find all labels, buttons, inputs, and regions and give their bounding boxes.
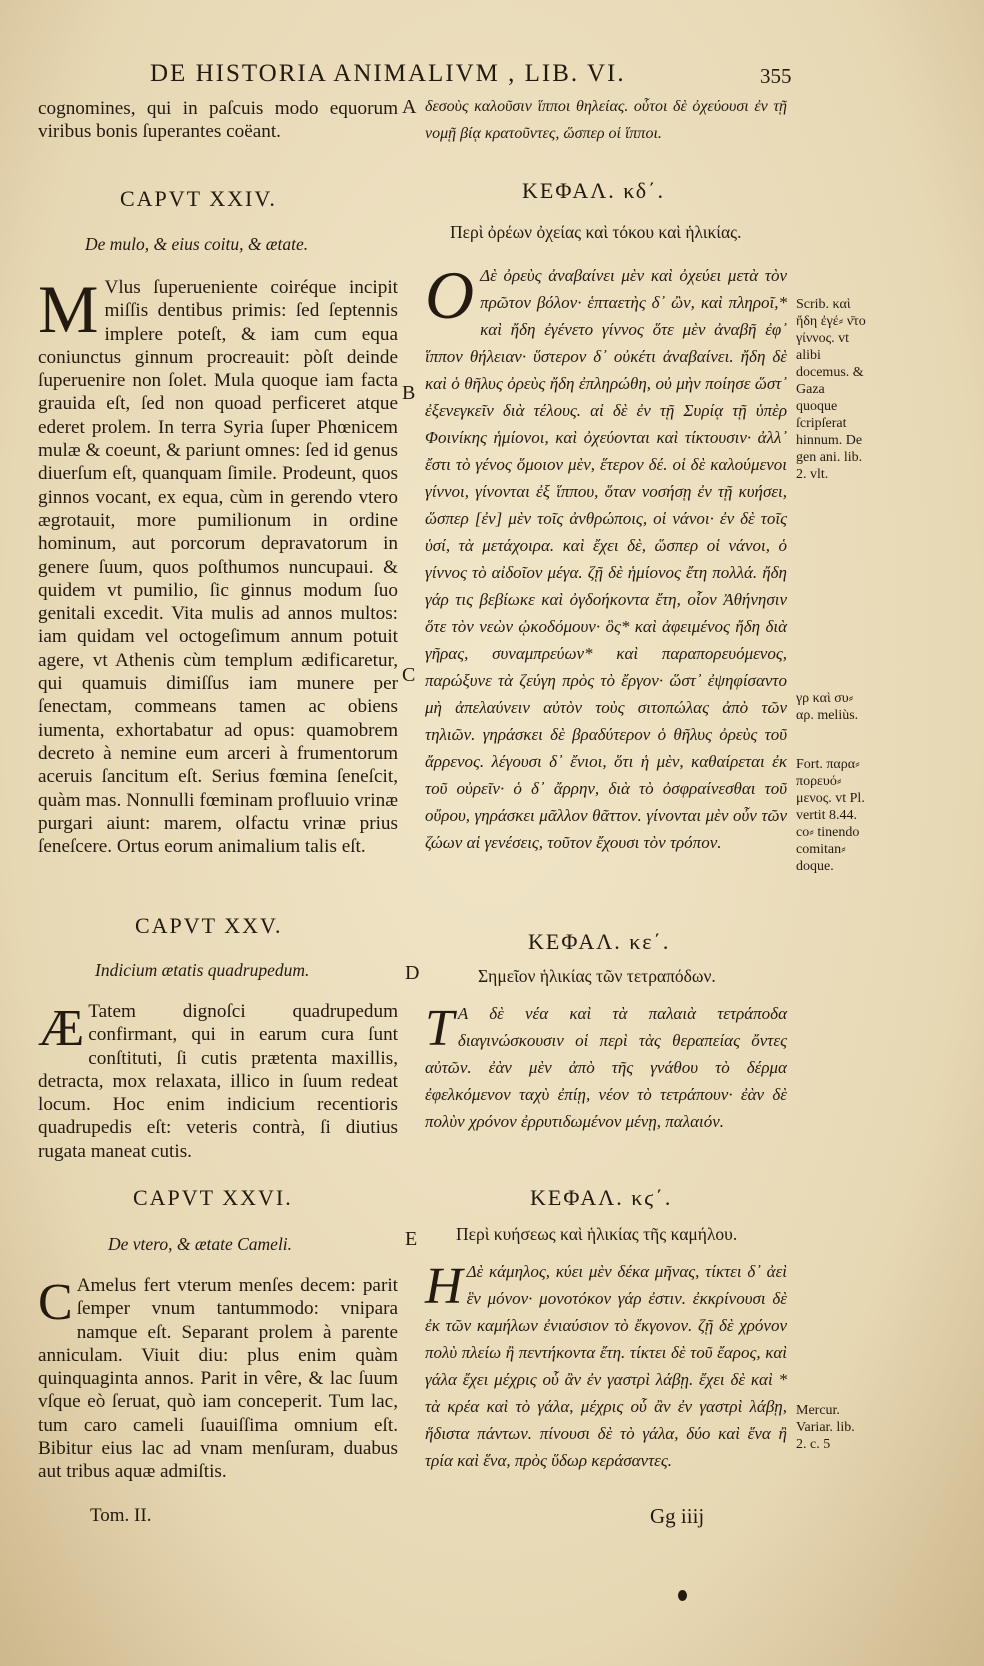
margin-note-mercur: Mercur. Variar. lib. 2. c. 5 [796, 1403, 855, 1452]
margin-note-scrib: Scrib. καὶ ἤδη ἐγέ⸗ ν̄το γίννος. vt alibi docemus. & Gaza quoque ſcripſerat hinnum. De gen ani. lib. 2. vlt. [796, 297, 866, 482]
latin-chapter-26-title: CAPVT XXVI. [133, 1185, 293, 1210]
greek-initial-eta: Η [425, 1258, 463, 1315]
greek-chapter-26-subtitle: Περὶ κυήσεως καὶ ἡλικίας τῆς καμήλου. [456, 1224, 738, 1244]
greek-chapter-26-title: ΚΕΦΑΛ. κϛ΄. [530, 1185, 673, 1210]
latin-chapter-25-text: Æ Tatem dignoſci quadrupedum confirmant, qui in earum cura ſunt conſtituti, ſi cutis prætenta maxillis, detracta, mox relaxata, illico in ſuum redeat locum. Hoc enim indicium recentioris quadrupedis eſt: veteris contrà, ſi diutius rugata maneat cutis. [38, 1000, 398, 1162]
latin-initial-c: C [38, 1274, 73, 1331]
greek-chapter-25-title: ΚΕΦΑΛ. κε΄. [528, 929, 671, 954]
greek-top-continuation: δεσοὺς καλοῦσιν ἵπποι θηλείας. οὗτοι δὲ ὀχεύουσι ἐν τῇ νομῇ βίᾳ κρατοῦντες, ὥσπερ οἱ ἵπποι. [425, 98, 787, 142]
greek-chapter-25-subtitle: Σημεῖον ἡλικίας τῶν τετραπόδων. [478, 966, 716, 986]
greek-chapter-24-title: ΚΕΦΑΛ. κδ΄. [522, 178, 665, 203]
margin-marker-c: C [402, 664, 416, 686]
margin-note-melius: γρ καὶ συ⸗ αρ. meliùs. [796, 691, 859, 723]
margin-note-fort: Fort. παρα⸗ πορευό⸗ μενος. vt Pl. vertit 8.44. co⸗ tinendo comitan⸗ doque. [796, 757, 865, 874]
latin-chapter-24-subtitle: De mulo, & eius coitu, & ætate. [85, 234, 309, 254]
latin-initial-m: M [38, 271, 99, 347]
latin-chapter-24-title: CAPVT XXIV. [120, 186, 277, 211]
margin-marker-d: D [405, 962, 420, 984]
latin-chapter-26-subtitle: De vtero, & ætate Cameli. [108, 1234, 293, 1254]
greek-chapter-25-text: Τ Α δὲ νέα καὶ τὰ παλαιὰ τετράποδα διαγινώσκουσιν οἱ περὶ τὰς θεραπείας ὄντες αὐτῶν. ἐὰν μὲν ἀπὸ τῆς γνάθου τὸ δέρμα ἐφελκόμενον ταχὺ ἐπίῃ, νέον τὸ τετράπουν· ἐὰν δὲ πολὺν χρόνον ἐρρυτιδωμένον μένῃ, παλαιόν. [425, 1000, 787, 1131]
greek-chapter-24-text: Ο Δὲ ὀρεὺς ἀναβαίνει μὲν καὶ ὀχεύει μετὰ τὸν πρῶτον βόλον· ἑπταετὴς δ᾽ ὢν, καὶ πληροῖ,* καὶ ἤδη ἐγένετο γίννος ὅτε μὲν ἀναβῆ ἐφ᾽ ἵππον θήλειαν· ὕστερον δ᾽ οὐκέτι ἀναβαίνει. ἤδη δὲ καὶ ὁ θῆλυς ὀρεὺς ἤδη ἐπληρώθη, οὐ μὴν ποίησε ὥστ᾽ ἐξενεγκεῖν διὰ τέλους. αἱ δὲ ἐν τῇ Συρίᾳ τῇ ὑπὲρ Φοινίκης ἡμίονοι, καὶ ὀχεύονται καὶ τίκτουσιν· ἀλλ᾽ ἔστι τὸ γένος ὅμοιον μὲν, ἕτερον δέ. οἱ δὲ καλούμενοι γίννοι, γίνονται ἐξ ἵππου, ὅταν νοσήσῃ ἐν τῇ κυήσει, ὥσπερ [ἐν] μὲν τοῖς ἀνθρώποις, οἱ νάνοι· ἐν δὲ τοῖς ὑσί, τὰ μετάχοιρα. καὶ ἔχει δὲ, ὥσπερ οἱ νάνοι, ὁ γίννος τὸ αἰδοῖον μέγα. ζῇ δὲ ἡμίονος ἔτη πολλά. ἤδη γάρ τις βεβίωκε καὶ ὀγδοήκοντα ἔτη, οἷον Ἀθήνησιν ὅτε τὸν νεὼν ᾠκοδόμουν· ὃς* καὶ ἀφειμένος ἤδη διὰ γῆρας, συναμπρεύων* καὶ παραπορευόμενος, παρώξυνε τὰ ζεύγη πρὸς τὸ ἔργον· ὥστ᾽ ἐψηφίσαντο μὴ ἀπελαύνειν αὐτὸν τοὺς σιτοπώλας ἀπὸ τῶν τηλιῶν. γηράσκει δὲ βραδύτερον ὁ θῆλυς ὀρεὺς τοῦ ἄρρενος. λέγουσι δ᾽ ἔνιοι, ὅτι ἡ μὲν, καθαίρεται ἐκ τοῦ οὐρεῖν· ὁ δ᾽ ἄρρην, διὰ τὸ ὀσφραίνεσθαι τοῦ οὔρου, γηράσκει μᾶλλον θᾶττον. γίνονται μὲν οὖν τῶν ζώων αἱ γενέσεις, τοῦτον ἔχουσι τὸν τρόπον. [425, 257, 787, 852]
latin-chapter-25-subtitle: Indicium ætatis quadrupedum. [95, 960, 310, 980]
greek-chapter-24-subtitle: Περὶ ὀρέων ὀχείας καὶ τόκου καὶ ἡλικίας. [450, 222, 742, 242]
tome-label: Tom. II. [90, 1505, 152, 1526]
latin-top-continuation: cognomines, qui in paſcuis modo equorum viribus bonis ſuperantes coëant. [38, 98, 398, 143]
latin-chapter-24-text: M Vlus ſuperueniente coiréque incipit miſſis dentibus primis: ſed ſeptennis implere poteſt, & iam cum equa coniunctus ginnum procreauit: pòſt deinde ſuperuenire non ſolet. Mula quoque iam facta grauida eſt, ſed non quoad perficeret atque ederet prolem. In terra Syria ſuper Phœnicem mulæ & coeunt, & pariunt omnes: ſed id genus diuerſum eſt, quanquam ſimile. Prodeunt, quos ginnos vocant, ex equa, cùm in gerendo vtero ægrotauit, more pumilionum in ordine hominum, aut porcorum depravatorum in genere ſuum, quos poſthumos nuncupaui. & quidem vt pumilio, ſic ginnus modum ſuo genitali excedit. Vita mulis ad annos multos: iam quidam vel octogeſimum annum potuit agere, vt Athenis cùm templum ædificaretur, qui quamuis dimiſſus iam munere per ſenectam, commeans tamen ac obiens iumenta, exhortabatur ad opus: quamobrem decreto à nemine eum arceri à frumentorum aceruis ſancitum eſt. Serius fœmina ſeneſcit, quàm mas. Nonnulli fœminam profluuio vrinæ purgari aiunt: marem, olfactu vrinæ prius ſeneſcere. Ortus eorum animalium talis eſt. [38, 271, 398, 858]
margin-marker-a: A [402, 96, 417, 118]
latin-chapter-25-title: CAPVT XXV. [135, 913, 283, 938]
ink-dot [678, 1590, 687, 1601]
greek-chapter-26-text: Η Δὲ κάμηλος, κύει μὲν δέκα μῆνας, τίκτει δ᾽ ἀεὶ ἓν μόνον· μονοτόκον γάρ ἐστιν. ἐκκρίνουσι δὲ ἐκ τῶν καμήλων ἐνιαύσιον τὸ ἔκγονον. ζῇ δὲ χρόνον πολὺ πλείω ἢ πεντήκοντα ἔτη. τίκτει δὲ τοῦ ἔαρος, καὶ γάλα ἔχει μέχρις οὗ ἂν ἐν γαστρὶ λάβῃ. ἔχει δὲ καὶ * τὰ κρέα καὶ τὸ γάλα, μέχρις οὗ ἂν ἐν γαστρὶ λάβῃ, ἥδιστα πάντων. πίνουσι δὲ τὸ γάλα, δύο καὶ ἕνα ἢ τρία καὶ ἕνα, πρὸς ὕδωρ κεράσαντες. [425, 1258, 787, 1470]
page-number: 355 [760, 64, 792, 88]
signature-mark: Gg iiij [650, 1504, 705, 1528]
greek-initial-t: Τ [425, 1000, 454, 1057]
running-head: DE HISTORIA ANIMALIVM , LIB. VI. [150, 60, 626, 87]
margin-marker-e: E [405, 1228, 418, 1250]
latin-initial-ae: Æ [38, 1000, 85, 1057]
margin-marker-b: B [402, 382, 416, 404]
latin-chapter-26-text: C Amelus fert vterum menſes decem: parit ſemper vnum tantummodo: vnipara namque eſt. Separant prolem à parente anniculam. Viuit diu: plus enim quàm quinquaginta annos. Parit in vêre, & lac ſuum vſque eò ſeruat, quò iam conceperit. Tum lac, tum caro cameli ſuauiſſima omnium eſt. Bibitur eius lac ad vnam menſuram, duabus aut tribus aquæ admiſtis. [38, 1274, 398, 1483]
greek-initial-o: Ο [425, 257, 475, 333]
